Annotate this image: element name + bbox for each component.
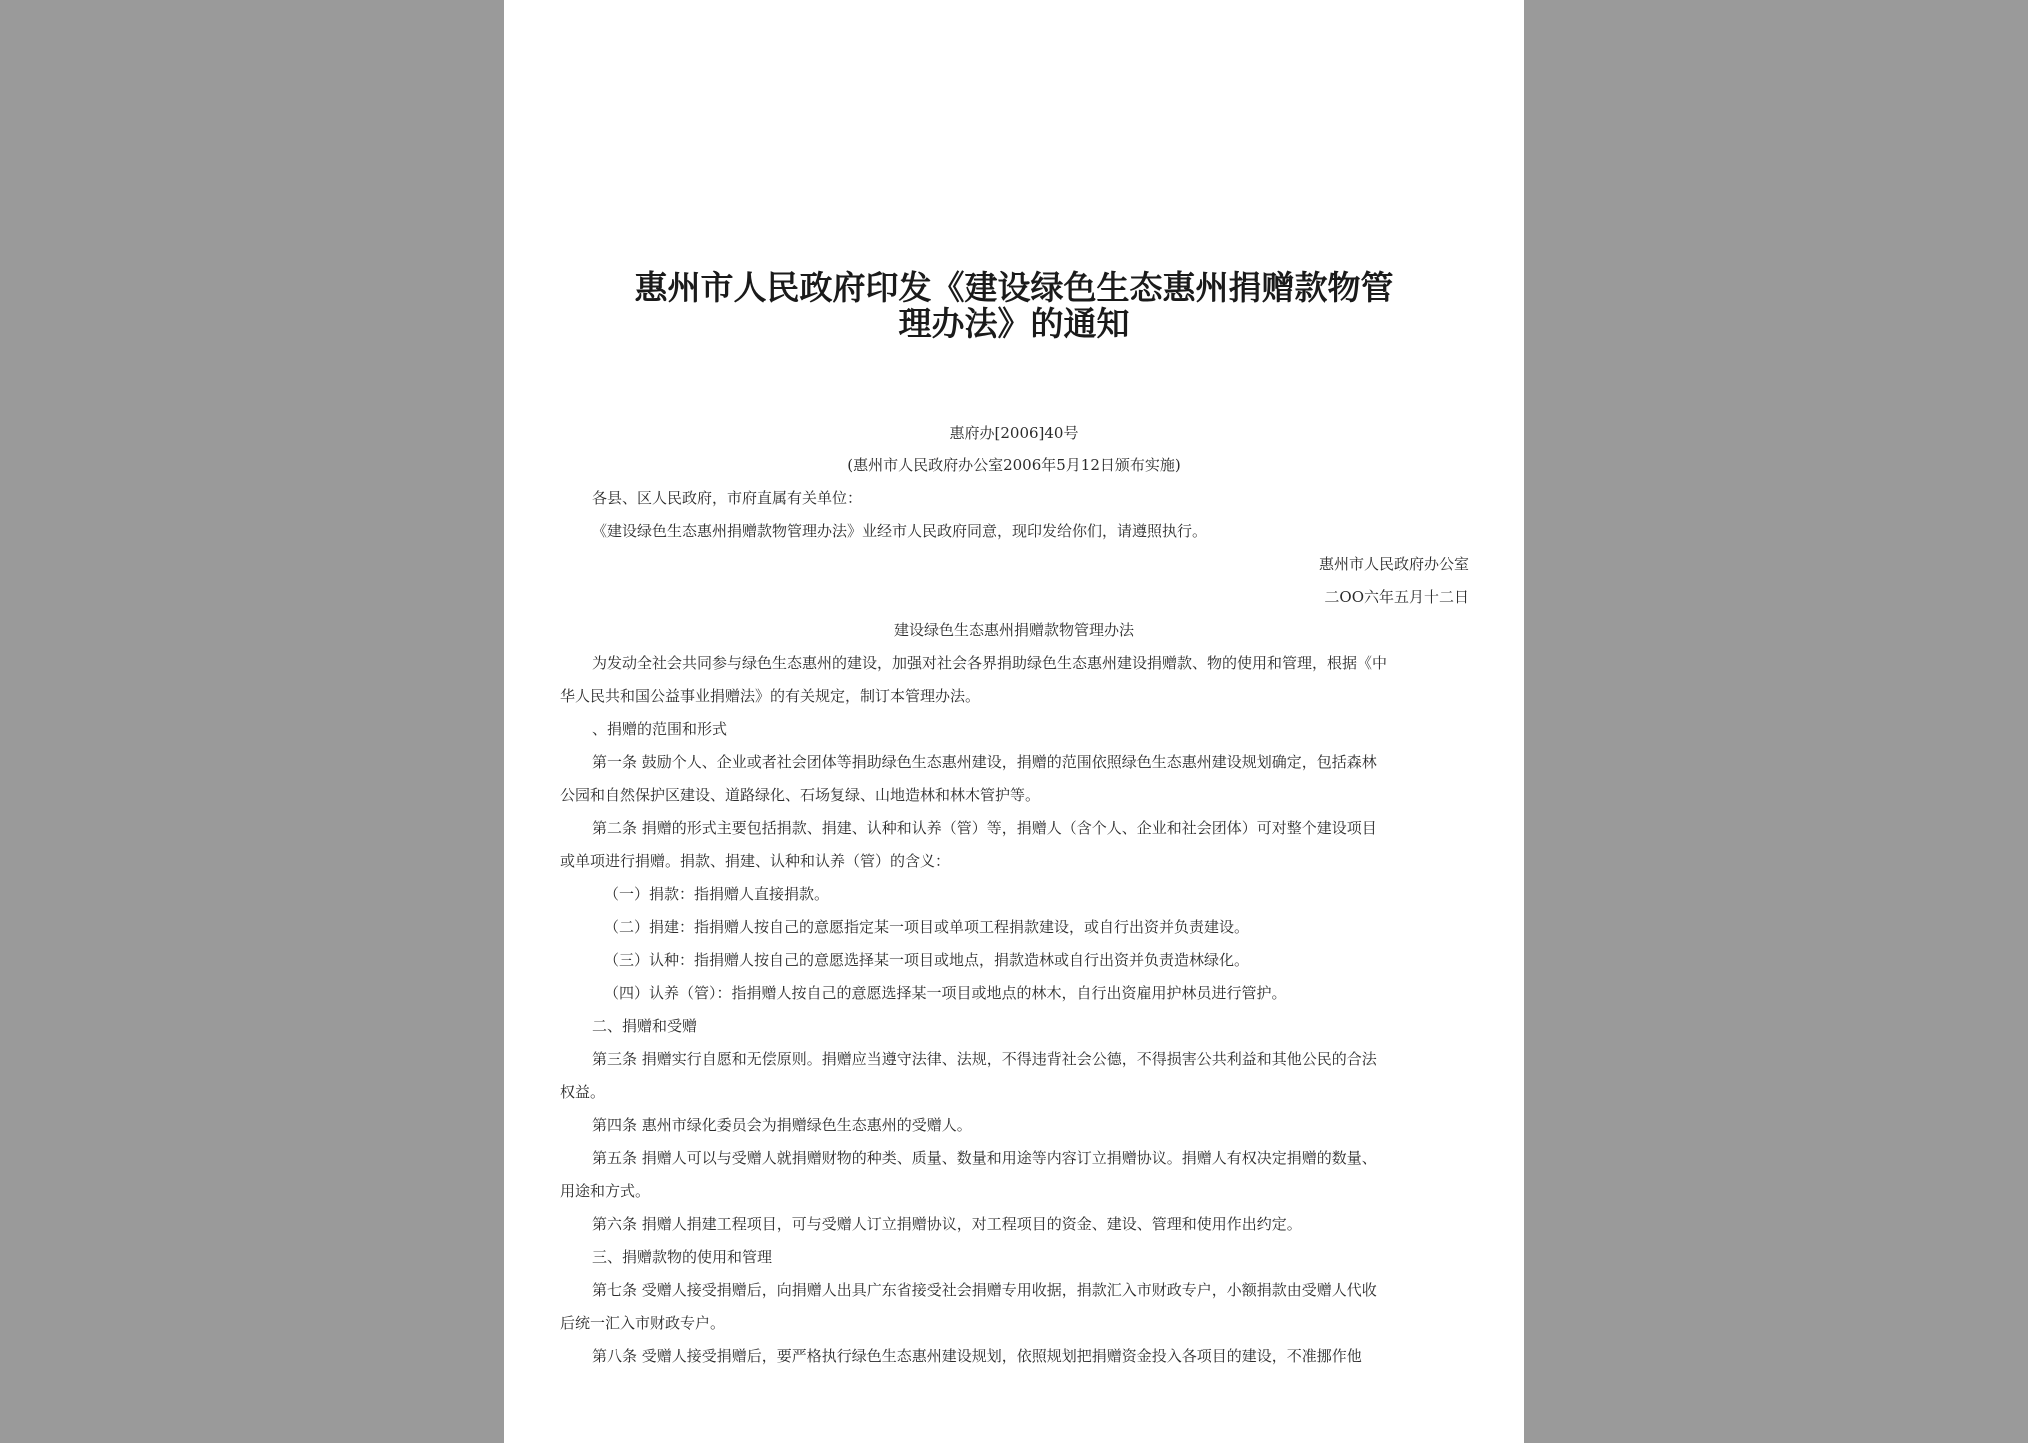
body-line: （一）捐款：指捐赠人直接捐款。 xyxy=(604,885,830,903)
body-line: 第四条 惠州市绿化委员会为捐赠绿色生态惠州的受赠人。 xyxy=(592,1116,972,1134)
body-line: （三）认种：指捐赠人按自己的意愿选择某一项目或地点，捐款造林或自行出资并负责造林绿化。 xyxy=(604,951,1250,969)
section-heading: 二、捐赠和受赠 xyxy=(592,1017,698,1035)
body-line: 第二条 捐赠的形式主要包括捐款、捐建、认种和认养（管）等，捐赠人（含个人、企业和社会团体）可对整个建设项目 xyxy=(592,819,1377,837)
document-title-line-2: 理办法》的通知 xyxy=(898,304,1130,343)
issue-statement: (惠州市人民政府办公室2006年5月12日颁布实施) xyxy=(847,456,1181,474)
document-number: 惠府办[2006]40号 xyxy=(949,424,1079,442)
body-line: 第七条 受赠人接受捐赠后，向捐赠人出具广东省接受社会捐赠专用收据，捐款汇入市财政专户，小额捐款由受赠人代收 xyxy=(592,1281,1377,1299)
document-page xyxy=(504,0,1524,1443)
salutation: 各县、区人民政府，市府直属有关单位： xyxy=(592,489,863,507)
body-line: 后统一汇入市财政专户。 xyxy=(560,1314,726,1332)
body-line: 第八条 受赠人接受捐赠后，要严格执行绿色生态惠州建设规划，依照规划把捐赠资金投入各项目的建设，不准挪作他 xyxy=(592,1347,1362,1365)
body-line: 用途和方式。 xyxy=(560,1182,651,1200)
section-heading: 、捐赠的范围和形式 xyxy=(592,720,728,738)
body-line: （四）认养（管）：指捐赠人按自己的意愿选择某一项目或地点的林木，自行出资雇用护林员进行管护。 xyxy=(604,984,1287,1002)
body-line: 为发动全社会共同参与绿色生态惠州的建设，加强对社会各界捐助绿色生态惠州建设捐赠款、物的使用和管理，根据《中 xyxy=(592,654,1388,672)
body-line: 权益。 xyxy=(560,1083,606,1101)
signing-organization: 惠州市人民政府办公室 xyxy=(1318,555,1469,573)
body-line: 第六条 捐赠人捐建工程项目，可与受赠人订立捐赠协议，对工程项目的资金、建设、管理和使用作出约定。 xyxy=(592,1215,1302,1233)
body-line: （二）捐建：指捐赠人按自己的意愿指定某一项目或单项工程捐款建设，或自行出资并负责建设。 xyxy=(604,918,1250,936)
section-heading: 三、捐赠款物的使用和管理 xyxy=(592,1248,773,1266)
signing-date: 二OO六年五月十二日 xyxy=(1324,588,1469,606)
body-line: 第五条 捐赠人可以与受赠人就捐赠财物的种类、质量、数量和用途等内容订立捐赠协议。捐赠人有权决定捐赠的数量、 xyxy=(592,1149,1377,1167)
body-line: 公园和自然保护区建设、道路绿化、石场复绿、山地造林和林木管护等。 xyxy=(560,786,1041,804)
body-line: 第一条 鼓励个人、企业或者社会团体等捐助绿色生态惠州建设，捐赠的范围依照绿色生态惠州建设规划确定，包括森林 xyxy=(592,753,1377,771)
regulation-subtitle: 建设绿色生态惠州捐赠款物管理办法 xyxy=(893,621,1134,639)
body-line: 华人民共和国公益事业捐赠法》的有关规定，制订本管理办法。 xyxy=(560,687,981,705)
document-title-line-1: 惠州市人民政府印发《建设绿色生态惠州捐赠款物管 xyxy=(634,268,1394,307)
intro-paragraph: 《建设绿色生态惠州捐赠款物管理办法》业经市人民政府同意，现印发给你们，请遵照执行。 xyxy=(592,522,1208,540)
body-line: 或单项进行捐赠。捐款、捐建、认种和认养（管）的含义： xyxy=(560,852,951,870)
body-line: 第三条 捐赠实行自愿和无偿原则。捐赠应当遵守法律、法规，不得违背社会公德，不得损害公共利益和其他公民的合法 xyxy=(592,1050,1377,1068)
